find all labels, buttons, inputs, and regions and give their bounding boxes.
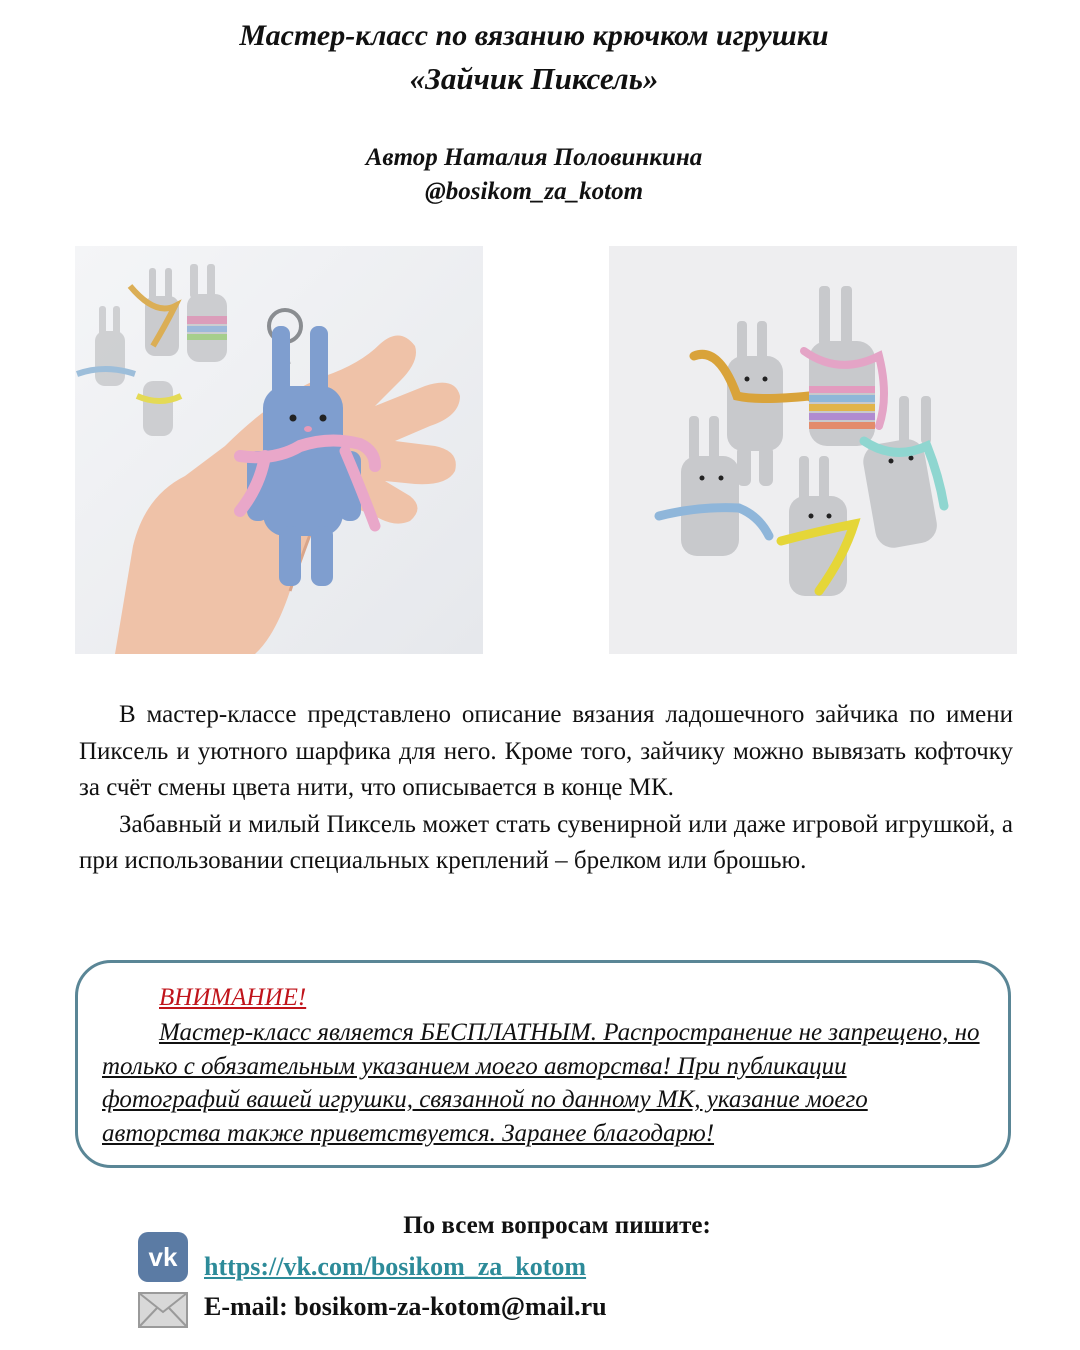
notice-body: Мастер-класс является БЕСПЛАТНЫМ. Распространение не запрещено, но только с обязательным указанием моего авторства! При публикации фотографий вашей игрушки, связанной по данному МК, указание моего авторства также приветствуется. Заранее благодарю!: [102, 1019, 980, 1147]
title-line-2: «Зайчик Пиксель»: [409, 61, 659, 96]
email-address[interactable]: E-mail: bosikom-za-kotom@mail.ru: [204, 1292, 607, 1321]
bunnies-group-photo: [609, 246, 1017, 654]
title-line-1: Мастер-класс по вязанию крючком игрушки: [239, 19, 829, 52]
vk-link[interactable]: https://vk.com/bosikom_za_kotom: [204, 1252, 587, 1281]
intro-text: [79, 697, 1013, 880]
vk-icon[interactable]: [138, 1232, 188, 1282]
author-handle: @bosikom_za_kotom: [424, 178, 644, 205]
bunny-keychain-photo: [75, 246, 483, 654]
notice-box: [75, 960, 1011, 1168]
intro-paragraph-2: Забавный и милый Пиксель может стать сувенирной или даже игровой игрушкой, а при использовании специальных креплений – брелком или брошью.: [79, 810, 1013, 874]
svg-text:vk: vk: [148, 1242, 178, 1272]
intro-paragraph-1: В мастер-классе представлено описание вязания ладошечного зайчика по имени Пиксель и уютного шарфика для него. Кроме того, зайчику можно вывязать кофточку за счёт смены цвета нити, что описывается в конце МК.: [79, 701, 1013, 801]
contact-title: По всем вопросам пишите:: [403, 1212, 711, 1239]
notice-heading: ВНИМАНИЕ!: [159, 984, 307, 1011]
author-name: Автор Наталия Половинкина: [365, 144, 703, 171]
envelope-icon: [138, 1292, 188, 1328]
